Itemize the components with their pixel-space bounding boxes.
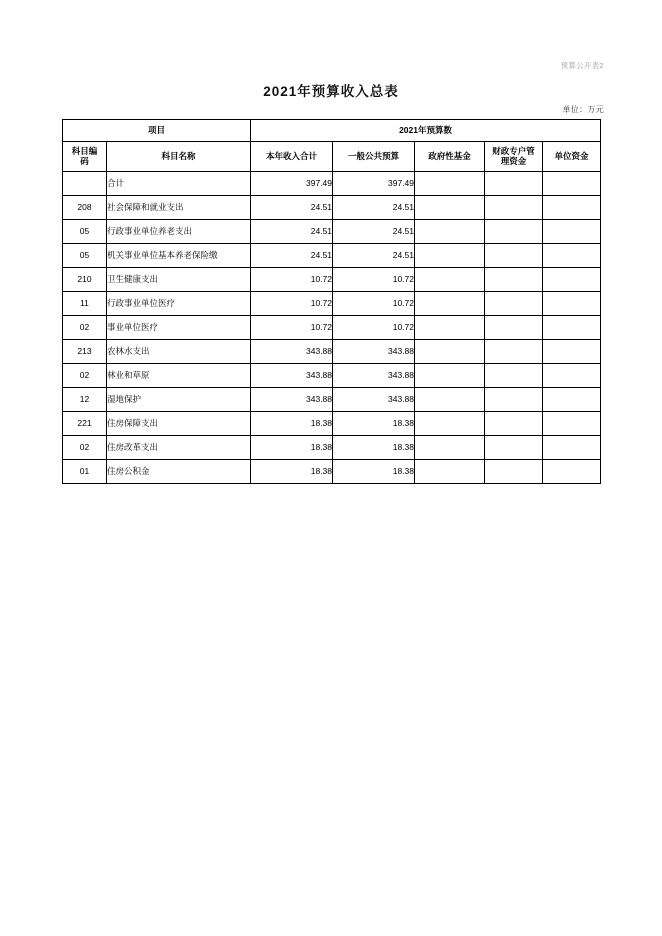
cell-special-account-fund [485,436,543,460]
cell-general-public-budget: 343.88 [333,340,415,364]
cell-government-fund [415,460,485,484]
cell-total: 343.88 [251,340,333,364]
cell-government-fund [415,316,485,340]
table-row [63,292,601,316]
cell-total: 24.51 [251,196,333,220]
cell-government-fund [415,364,485,388]
table-row [63,196,601,220]
cell-total: 24.51 [251,244,333,268]
header-group-project: 项目 [63,120,251,142]
cell-subject-code: 05 [63,220,107,244]
cell-subject-code: 02 [63,316,107,340]
cell-total: 343.88 [251,388,333,412]
cell-special-account-fund [485,316,543,340]
cell-unit-fund [543,316,601,340]
column-header-code-line2: 码 [80,155,89,166]
cell-government-fund [415,220,485,244]
cell-unit-fund [543,244,601,268]
cell-general-public-budget: 24.51 [333,244,415,268]
cell-special-account-fund [485,220,543,244]
cell-unit-fund [543,388,601,412]
cell-subject-code: 05 [63,244,107,268]
cell-subject-code: 213 [63,340,107,364]
cell-special-account-fund [485,364,543,388]
table-row [63,340,601,364]
cell-general-public-budget: 397.49 [333,172,415,196]
cell-special-account-fund [485,388,543,412]
column-header-special-line2: 理资金 [500,155,527,166]
cell-total: 18.38 [251,460,333,484]
cell-subject-name: 林业和草原 [107,364,251,388]
cell-special-account-fund [485,412,543,436]
table-body [63,172,601,484]
table-row [63,364,601,388]
cell-subject-code: 01 [63,460,107,484]
column-header-code-line1: 科目编 [71,145,98,156]
cell-government-fund [415,412,485,436]
cell-subject-code [63,172,107,196]
column-header-name: 科目名称 [107,142,251,172]
column-header-special-account-fund [485,142,543,172]
cell-government-fund [415,196,485,220]
cell-subject-name: 社会保障和就业支出 [107,196,251,220]
cell-special-account-fund [485,268,543,292]
column-header-total: 本年收入合计 [251,142,333,172]
cell-subject-code: 02 [63,364,107,388]
cell-total: 24.51 [251,220,333,244]
cell-unit-fund [543,340,601,364]
cell-unit-fund [543,268,601,292]
cell-subject-name: 行政事业单位养老支出 [107,220,251,244]
cell-government-fund [415,436,485,460]
cell-unit-fund [543,436,601,460]
unit-note: 单位：万元 [562,105,604,114]
cell-unit-fund [543,196,601,220]
cell-subject-name: 住房保障支出 [107,412,251,436]
document-tag: 预算公开表2 [560,61,604,70]
table-row [63,172,601,196]
column-header-special-line1: 财政专户管 [492,145,535,156]
table-row [63,460,601,484]
cell-subject-name: 湿地保护 [107,388,251,412]
cell-special-account-fund [485,340,543,364]
cell-unit-fund [543,172,601,196]
column-header-general-public-budget: 一般公共预算 [333,142,415,172]
page-title: 2021年预算收入总表 [263,84,399,99]
cell-total: 10.72 [251,316,333,340]
cell-subject-name: 合计 [107,172,251,196]
cell-unit-fund [543,292,601,316]
table-row [63,268,601,292]
cell-subject-code: 02 [63,436,107,460]
cell-unit-fund [543,412,601,436]
cell-subject-name: 住房改革支出 [107,436,251,460]
cell-total: 18.38 [251,436,333,460]
table-row [63,220,601,244]
column-header-unit-fund: 单位资金 [543,142,601,172]
cell-government-fund [415,388,485,412]
cell-total: 18.38 [251,412,333,436]
cell-total: 10.72 [251,292,333,316]
cell-special-account-fund [485,172,543,196]
cell-subject-name: 卫生健康支出 [107,268,251,292]
cell-unit-fund [543,220,601,244]
cell-special-account-fund [485,292,543,316]
cell-unit-fund [543,364,601,388]
cell-subject-name: 住房公积金 [107,460,251,484]
cell-total: 10.72 [251,268,333,292]
cell-government-fund [415,268,485,292]
cell-subject-name: 农林水支出 [107,340,251,364]
cell-subject-name: 行政事业单位医疗 [107,292,251,316]
cell-subject-code: 12 [63,388,107,412]
cell-subject-name: 事业单位医疗 [107,316,251,340]
table-row [63,412,601,436]
cell-government-fund [415,172,485,196]
cell-general-public-budget: 18.38 [333,460,415,484]
cell-special-account-fund [485,196,543,220]
cell-subject-code: 208 [63,196,107,220]
cell-subject-code: 210 [63,268,107,292]
cell-general-public-budget: 10.72 [333,316,415,340]
table-row [63,316,601,340]
cell-general-public-budget: 24.51 [333,196,415,220]
cell-government-fund [415,244,485,268]
column-header-government-fund: 政府性基金 [415,142,485,172]
cell-general-public-budget: 10.72 [333,268,415,292]
cell-subject-code: 11 [63,292,107,316]
cell-total: 397.49 [251,172,333,196]
budget-income-table [62,119,601,484]
table-header [63,120,601,172]
column-header-code [63,142,107,172]
cell-general-public-budget: 24.51 [333,220,415,244]
table-row [63,244,601,268]
cell-special-account-fund [485,460,543,484]
cell-unit-fund [543,460,601,484]
cell-general-public-budget: 18.38 [333,436,415,460]
cell-total: 343.88 [251,364,333,388]
cell-special-account-fund [485,244,543,268]
header-group-budget-figures: 2021年预算数 [251,120,601,142]
cell-general-public-budget: 10.72 [333,292,415,316]
table-row [63,388,601,412]
table-row [63,436,601,460]
cell-subject-name: 机关事业单位基本养老保险缴 [107,244,251,268]
cell-subject-code: 221 [63,412,107,436]
cell-general-public-budget: 343.88 [333,364,415,388]
cell-general-public-budget: 343.88 [333,388,415,412]
cell-government-fund [415,292,485,316]
cell-general-public-budget: 18.38 [333,412,415,436]
cell-government-fund [415,340,485,364]
